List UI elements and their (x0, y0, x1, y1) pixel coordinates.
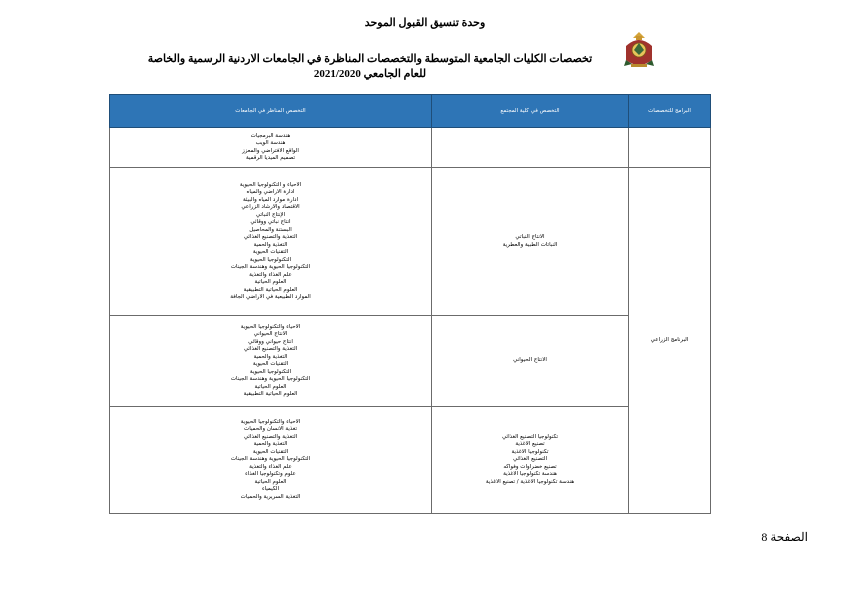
specialization-item: تصنيع خضراوات وفواكه (503, 463, 557, 470)
specialization-item: هندسة تكنولوجيا الاغذية / تصنيع الاغذية (485, 478, 575, 485)
specialization-item: الإنتاج النباتي (255, 211, 286, 218)
specialization-item: الواقع الافتراضي والمعزز (242, 147, 299, 154)
specialization-item: النباتات الطبية والعطرية (502, 241, 558, 248)
specialization-item: التصنيع الغذائي (512, 456, 547, 463)
specialization-item: العلوم الحياتية التطبيقية (243, 391, 298, 397)
specialization-item: علوم وتكنولوجيا الغذاء (245, 471, 296, 478)
specialization-item: العلوم الحياتية (254, 478, 287, 485)
title-line-2: للعام الجامعي 2021/2020 (313, 68, 427, 80)
specialization-item: ادارة الاراضي والمياه (246, 189, 295, 195)
specialization-item: هندسة الويب (255, 140, 286, 146)
specialization-item: تصنيع الاغذية (515, 441, 545, 448)
specialization-item: الاقتصاد والارشاد الزراعي (241, 204, 300, 210)
college-spec-cell (432, 316, 629, 407)
specialization-item: التغذية والتصنيع الغذائي (243, 234, 298, 240)
specialization-item: البستنة والمحاصيل (249, 226, 292, 233)
table-row (110, 407, 711, 514)
specialization-item: التكنولوجيا الحيوية وهندسة الجينات (230, 456, 311, 463)
specialization-item: التغذية والحمية (253, 241, 288, 248)
university-spec-cell (110, 407, 432, 514)
specialization-item: الاحياء والتكنولوجيا الحيوية (240, 323, 301, 330)
document-title (110, 52, 630, 82)
specialization-item: تغذية الانسان والحميات (244, 426, 297, 433)
specialization-item: التكنولوجيا الحيوية (249, 368, 292, 375)
specialization-item: علم الغذاء والتغذية (249, 463, 292, 470)
specialization-item: الاحياء و التكنولوجيا الحيوية (239, 181, 302, 188)
specialization-item: التقنيات الحيوية (252, 361, 289, 367)
specialization-item: العلوم الحياتية (254, 383, 287, 390)
specialization-item: التغذية والتصنيع الغذائي (243, 346, 298, 352)
specialization-item: التقنيات الحيوية (252, 249, 289, 255)
table-row (110, 168, 711, 316)
specialization-item: الانتاج النباتي (515, 234, 545, 240)
college-spec-cell (432, 128, 629, 168)
specialization-item: ادارة موارد المياه والبيئة (242, 196, 299, 203)
specialization-item: الانتاج الحيواني (253, 331, 288, 337)
college-spec-cell (432, 407, 629, 514)
page-number: الصفحة 8 (761, 530, 808, 544)
table-row (110, 316, 711, 407)
program-cell (629, 168, 711, 514)
specialization-item: الاحياء والتكنولوجيا الحيوية (240, 418, 301, 425)
specialization-item: الكيمياء (261, 486, 279, 493)
specialization-item: التغذية والحمية (253, 353, 288, 360)
specialization-item: التكنولوجيا الحيوية وهندسة الجينات (230, 376, 311, 382)
college-spec-cell (432, 168, 629, 316)
table-row (110, 128, 711, 168)
unit-header: وحدة تنسيق القبول الموحد (364, 17, 486, 29)
program-label: البرنامج الزراعي (650, 336, 689, 343)
specialization-item: هندسة البرمجيات (250, 132, 291, 139)
specialization-item: التكنولوجيا الحيوية (249, 256, 292, 263)
title-line-1: تخصصات الكليات الجامعية المتوسطة والتخصصات المناظرة في الجامعات الاردنية الرسمية والخاصة (147, 53, 593, 65)
specialization-item: العلوم الحياتية التطبيقية (243, 286, 298, 293)
university-spec-cell (110, 168, 432, 316)
column-header-college-spec: التخصص في كلية المجتمع (432, 95, 629, 128)
specializations-table (109, 94, 711, 514)
specialization-item: هندسة تكنولوجيا الاغذية (503, 471, 557, 478)
column-header-university-spec: التخصص المناظر في الجامعات (110, 95, 432, 128)
specialization-item: تكنولوجيا الاغذية (511, 448, 549, 455)
specialization-item: تكنولوجيا التصنيع الغذائي (501, 433, 559, 440)
university-spec-cell (110, 128, 432, 168)
specialization-item: التغذية والتصنيع الغذائي (243, 433, 298, 440)
specialization-item: تصميم الميديا الرقمية (245, 155, 296, 161)
column-header-program: البرامج للتخصصات (629, 95, 711, 128)
specialization-item: التقنيات الحيوية (252, 448, 289, 455)
specialization-item: الموارد الطبيعية في الاراضي الجافة (230, 294, 311, 300)
specialization-item: التغذية السريرية والحميات (240, 493, 301, 500)
specialization-item: انتاج نباتي ووقائي (250, 219, 291, 225)
specialization-item: العلوم الحياتية (254, 279, 287, 285)
specialization-item: علم الغذاء والتغذية (249, 271, 292, 278)
specialization-item: الانتاج الحيواني (513, 357, 547, 364)
specialization-item: انتاج حيواني ووقائي (248, 338, 293, 345)
specialization-item: التكنولوجيا الحيوية وهندسة الجينات (230, 264, 311, 270)
specialization-item: التغذية والحمية (253, 441, 288, 448)
university-spec-cell (110, 316, 432, 407)
program-cell (629, 128, 711, 168)
table-header-row (110, 95, 711, 128)
